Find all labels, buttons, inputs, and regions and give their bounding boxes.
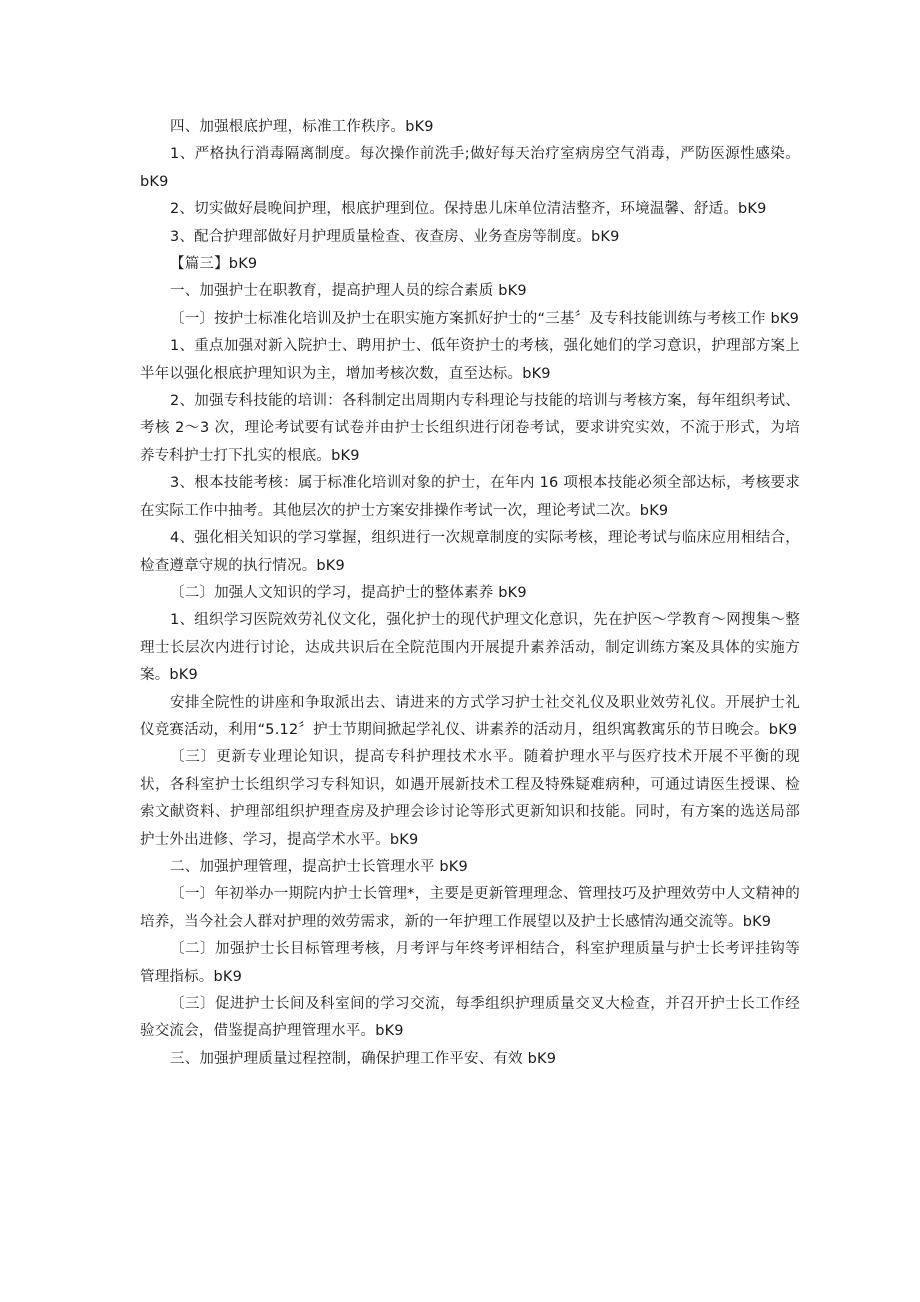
paragraph-body: 安排全院性的讲座和争取派出去、请进来的方式学习护士社交礼仪及职业效劳礼仪。开展护士礼仪竞赛活动，利用“5.12〞护士节期间掀起学礼仪、讲素养的活动月，组织寓教寓乐的节日晚会。bK9 (140, 694, 800, 738)
paragraph-item-3: 3、根本技能考核：属于标准化培训对象的护士，在年内 16 项根本技能必须全部达标，考核要求在实际工作中抽考。其他层次的护士方案安排操作考试一次，理论考试二次。bK9 (140, 475, 800, 519)
paragraph-item-1: 1、严格执行消毒隔离制度。每次操作前洗手;做好每天治疗室病房空气消毒，严防医源性感染。bK9 (140, 146, 800, 190)
paragraph-section-4-heading: 四、加强根底护理，标准工作秩序。bK9 (170, 119, 434, 135)
paragraph-subsection-3: 〔三〕促进护士长间及科室间的学习交流，每季组织护理质量交叉大检查，并召开护士长工作经验交流会，借鉴提高护理管理水平。bK9 (140, 996, 800, 1040)
paragraph-item-4: 4、强化相关知识的学习掌握，组织进行一次规章制度的实际考核，理论考试与临床应用相结合，检查遵章守规的执行情况。bK9 (140, 530, 800, 574)
paragraph-section-1-heading: 一、加强护士在职教育，提高护理人员的综合素质 bK9 (170, 283, 527, 300)
paragraph-item-3: 3、配合护理部做好月护理质量检查、夜查房、业务查房等制度。bK9 (170, 228, 620, 245)
paragraph-item-1: 1、组织学习医院效劳礼仪文化，强化护士的现代护理文化意识，先在护医～学教育～网搜集～整理士长层次内进行讨论，达成共识后在全院范围内开展提升素养活动，制定训练方案及具体的实施方案。bK9 (140, 612, 800, 684)
paragraph-subsection-2: 〔二〕加强护士长目标管理考核，月考评与年终考评相结合，科室护理质量与护士长考评挂钩等管理指标。bK9 (140, 941, 800, 985)
paragraph-item-1: 1、重点加强对新入院护士、聘用护士、低年资护士的考核，强化她们的学习意识，护理部方案上半年以强化根底护理知识为主，增加考核次数，直至达标。bK9 (140, 338, 800, 382)
paragraph-subsection-3: 〔三〕更新专业理论知识，提高专科护理技术水平。随着护理水平与医疗技术开展不平衡的现状，各科室护士长组织学习专科知识，如遇开展新技术工程及特殊疑难病种，可通过请医生授课、检索文献资料、护理部组织护理查房及护理会诊讨论等形式更新知识和技能。同时，有方案的选送局部护士外出进修、学习，提高学术水平。bK9 (140, 749, 800, 848)
paragraph-section-3-heading: 三、加强护理质量过程控制，确保护理工作平安、有效 bK9 (170, 1050, 557, 1067)
paragraph-subsection-1: 〔一〕按护士标准化培训及护士在职实施方案抓好护士的“三基〞及专科技能训练与考核工作 bK9 (170, 310, 800, 327)
paragraph-part-three-heading: 【篇三】bK9 (170, 256, 258, 273)
paragraph-section-2-heading: 二、加强护理管理，提高护士长管理水平 bK9 (170, 858, 468, 875)
paragraph-item-2: 2、切实做好晨晚间护理，根底护理到位。保持患儿床单位清洁整齐，环境温馨、舒适。bK9 (170, 201, 767, 218)
paragraph-subsection-1: 〔一〕年初举办一期院内护士长管理*，主要是更新管理理念、管理技巧及护理效劳中人文精神的培养，当今社会人群对护理的效劳需求，新的一年护理工作展望以及护士长感情沟通交流等。bK9 (140, 886, 800, 930)
paragraph-subsection-2: 〔二〕加强人文知识的学习，提高护士的整体素养 bK9 (170, 584, 527, 601)
paragraph-item-2: 2、加强专科技能的培训：各科制定出周期内专科理论与技能的培训与考核方案，每年组织考试、考核 2～3 次，理论考试要有试卷并由护士长组织进行闭卷考试，要求讲究实效，不流于形式，为培养专科护士打下扎实的根底。bK9 (140, 393, 800, 464)
